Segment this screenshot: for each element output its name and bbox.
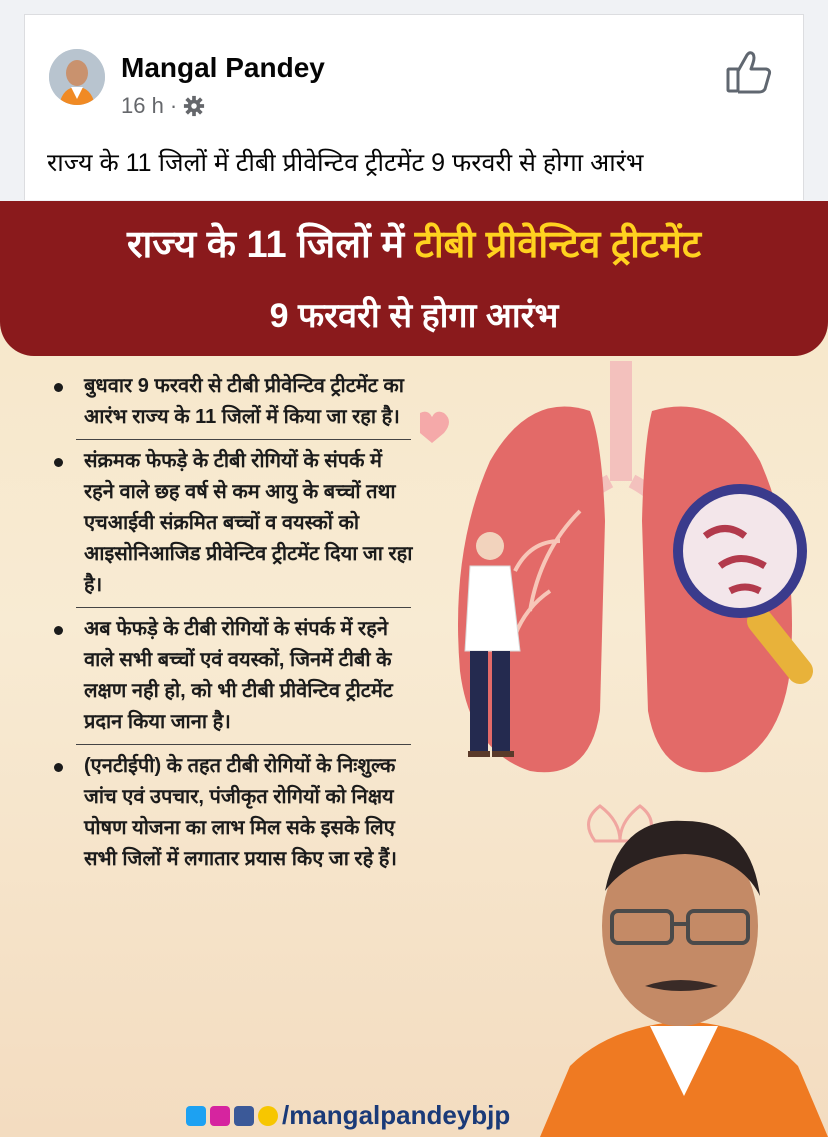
social-handle: [186, 1100, 510, 1131]
divider: [76, 607, 411, 608]
post-image[interactable]: [0, 201, 828, 1137]
list-item: [50, 614, 415, 738]
instagram-icon: [210, 1106, 230, 1126]
poster-title: [0, 217, 828, 269]
poster-subtitle: 9 फरवरी से होगा आरंभ: [269, 297, 559, 335]
post-card: [24, 14, 804, 200]
bullet-text: अब फेफड़े के टीबी रोगियों के संपर्क में रहने वाले सभी बच्चों एवं वयस्कों, जिनमें टीबी के लक्षण नही हो, को भी टीबी प्रीवेन्टिव ट्रीटमेंट प्रदान किया जाना है।: [84, 618, 393, 733]
list-item: [50, 371, 415, 433]
like-icon[interactable]: [725, 49, 773, 95]
bullet-text: (एनटीईपी) के तहत टीबी रोगियों के निःशुल्क जांच एवं उपचार, पंजीकृत रोगियों को निक्षय पोषण योजना का लाभ मिल सके इसके लिए सभी जिलों में लगातार प्रयास किए जा रहे हैं।: [84, 755, 397, 870]
post-time[interactable]: 16 h: [121, 93, 164, 118]
heart-icon: [420, 412, 449, 443]
divider: [76, 439, 411, 440]
post-meta: [121, 93, 205, 119]
gear-icon: [183, 95, 205, 117]
meta-separator: ·: [169, 93, 178, 118]
bullet-list: [50, 371, 415, 875]
trachea: [610, 361, 632, 481]
avatar[interactable]: [49, 49, 105, 105]
bullet-dot: [54, 458, 63, 467]
list-item: [50, 446, 415, 601]
koo-icon: [258, 1106, 278, 1126]
poster-banner: [0, 201, 828, 356]
politician-portrait: [540, 796, 828, 1137]
facebook-icon: [234, 1106, 254, 1126]
post-caption: राज्य के 11 जिलों में टीबी प्रीवेन्टिव ट्रीटमेंट 9 फरवरी से होगा आरंभ: [47, 149, 644, 177]
bullet-dot: [54, 383, 63, 392]
bullet-text: संक्रमक फेफड़े के टीबी रोगियों के संपर्क में रहने वाले छह वर्ष से कम आयु के बच्चों तथा एचआईवी संक्रमित बच्चों व वयस्कों को आइसोनिआजिड प्रीवेन्टिव ट्रीटमेंट दिया जा रहा है।: [84, 450, 413, 596]
handle-text: /mangalpandeybjp: [282, 1100, 511, 1130]
poster-title-prefix: राज्य के 11 जिलों में: [127, 224, 415, 266]
bullet-text: बुधवार 9 फरवरी से टीबी प्रीवेन्टिव ट्रीटमेंट का आरंभ राज्य के 11 जिलों में किया जा रहा है।: [84, 375, 404, 428]
divider: [76, 744, 411, 745]
list-item: [50, 751, 415, 875]
bullet-dot: [54, 763, 63, 772]
bullet-dot: [54, 626, 63, 635]
author-name[interactable]: Mangal Pandey: [121, 52, 325, 83]
twitter-icon: [186, 1106, 206, 1126]
poster-title-highlight: टीबी प्रीवेन्टिव ट्रीटमेंट: [414, 224, 701, 266]
